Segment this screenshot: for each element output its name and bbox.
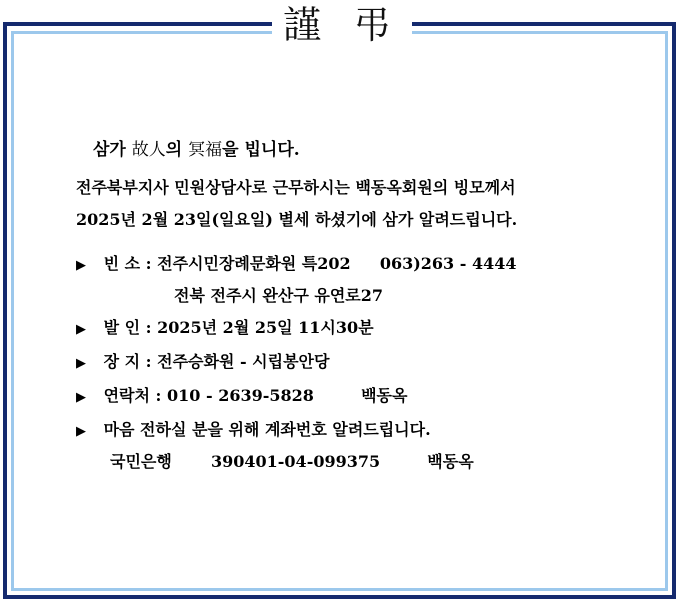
burial-label: 장 지 : <box>103 352 152 371</box>
intro-part-2: 의 <box>165 140 183 160</box>
bullet-icon: ▶ <box>76 424 86 439</box>
bullet-icon: ▶ <box>76 322 86 337</box>
funeral-hall-item <box>76 252 636 276</box>
condolence-item <box>76 418 636 442</box>
contact-phone: 010 - 2639-5828 <box>167 386 314 405</box>
bank-account-line <box>110 450 636 474</box>
intro-part-1: 삼가 <box>93 140 126 160</box>
departure-value: 2025년 2월 25일 11시30분 <box>157 318 374 337</box>
contact-label: 연락처 : <box>103 386 162 405</box>
condolence-text: 마음 전하실 분을 위해 계좌번호 알려드립니다. <box>103 420 431 439</box>
bullet-icon: ▶ <box>76 390 86 405</box>
details-list <box>76 252 636 474</box>
funeral-hall-name: 전주시민장례문화원 특202 <box>157 254 351 273</box>
burial-item <box>76 350 636 374</box>
message-line-1: 전주북부지사 민원상담사로 근무하시는 백동옥회원의 빙모께서 <box>76 178 516 197</box>
bullet-icon: ▶ <box>76 258 86 273</box>
message-line-2: 2025년 2월 23일(일요일) 별세 하셨기에 삼가 알려드립니다. <box>76 210 518 229</box>
funeral-hall-address: 전북 전주시 완산구 유연로27 <box>174 286 383 305</box>
contact-name: 백동옥 <box>361 386 408 405</box>
funeral-hall-phone: 063)263 - 4444 <box>379 254 517 273</box>
page-title: 謹 弔 <box>282 3 402 47</box>
bank-name: 국민은행 <box>110 452 172 471</box>
account-holder: 백동옥 <box>427 452 474 471</box>
contact-item <box>76 384 636 408</box>
funeral-hall-label: 빈 소 : <box>103 254 152 273</box>
burial-value: 전주승화원 - 시립봉안당 <box>157 352 330 371</box>
account-number: 390401-04-099375 <box>210 452 381 471</box>
intro-hanja-2: 冥福 <box>188 140 223 160</box>
intro-part-3: 을 빕니다. <box>222 140 300 160</box>
notice-content <box>76 138 636 474</box>
departure-label: 발 인 : <box>103 318 152 337</box>
bullet-icon: ▶ <box>76 356 86 371</box>
intro-hanja-1: 故人 <box>131 140 166 160</box>
intro-line <box>93 138 636 162</box>
departure-item <box>76 316 636 340</box>
